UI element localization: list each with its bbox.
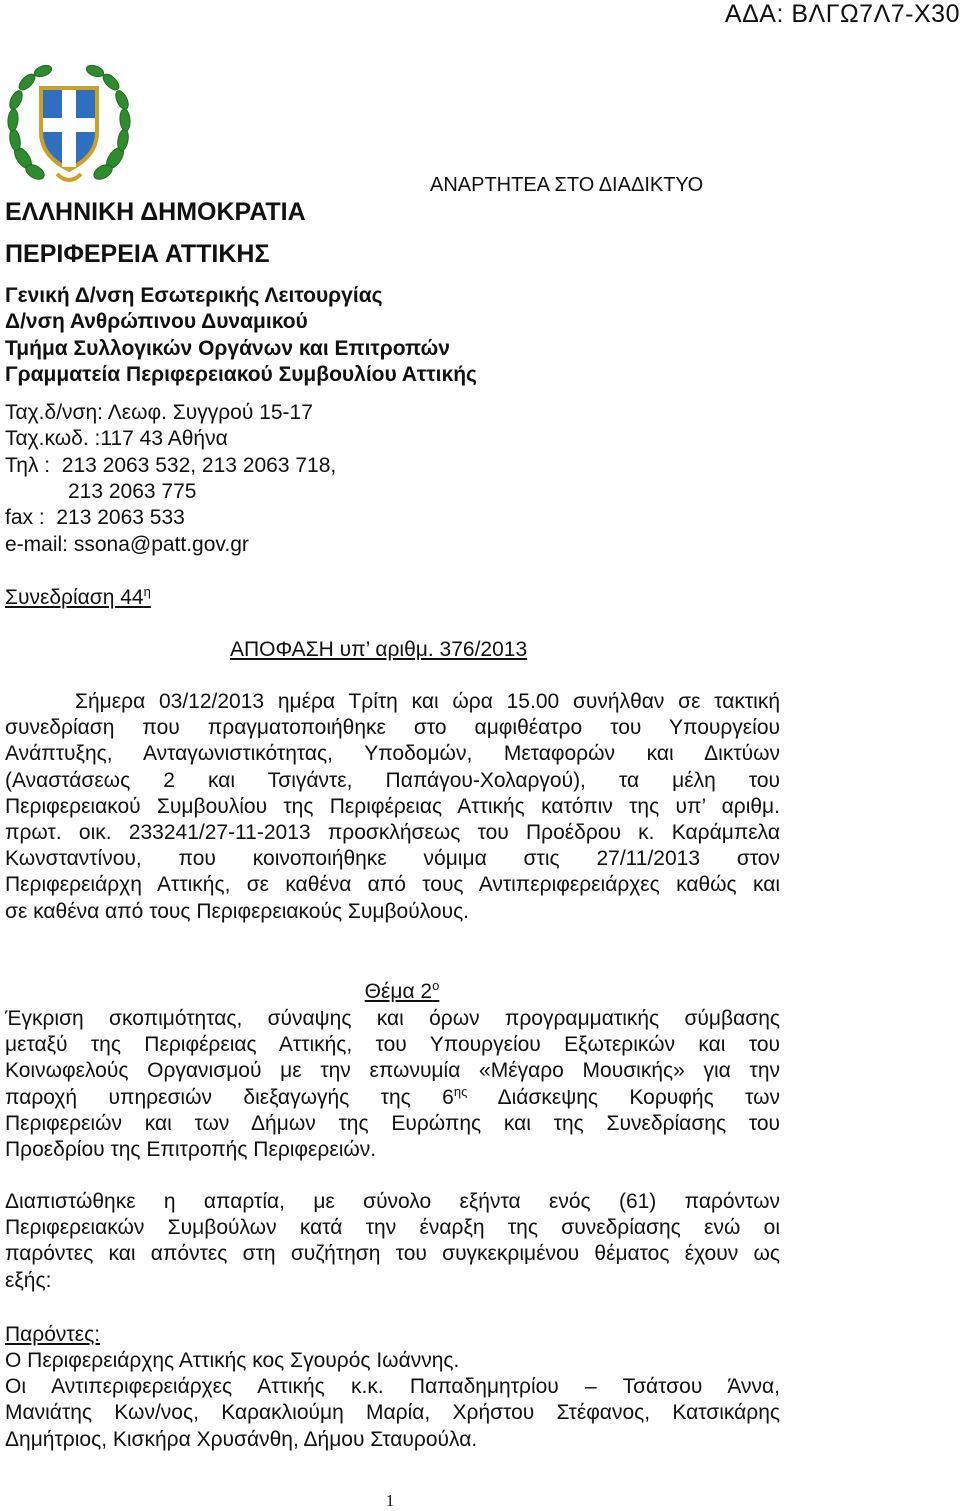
- ada-code: ΑΔΑ: ΒΛΓΩ7Λ7-Χ30: [724, 0, 960, 28]
- intro-line: Ανάπτυξης, Ανταγωνιστικότητας, Υποδομών, Μεταφορών και Δικτύων: [5, 742, 780, 766]
- present-label: Παρόντες:: [5, 1323, 101, 1346]
- topic-line: Περιφερειών και των Δήμων της Ευρώπης και της Συνεδρίασης του: [5, 1111, 780, 1135]
- session-label: Συνεδρίαση 44: [5, 586, 144, 609]
- topic-paragraph: [5, 1007, 780, 1164]
- greek-coat-of-arms-icon: [5, 62, 133, 190]
- intro-line: Περιφερειακού Συμβουλίου της Περιφέρειας Αττικής κατόπιν της υπ’ αριθμ.: [5, 794, 780, 818]
- topic-line: Προεδρίου της Επιτροπής Περιφερειών.: [5, 1137, 377, 1161]
- present-line: Μανιάτης Κων/νος, Καρακλιούμη Μαρία, Χρήστου Στέφανος, Κατσικάρης: [5, 1401, 780, 1425]
- issuer-unit: Γραμματεία Περιφερειακού Συμβουλίου Αττικής: [5, 363, 477, 386]
- present-paragraph: [5, 1349, 780, 1454]
- topic-heading: [12, 980, 792, 1004]
- quorum-line: παρόντες και απόντες στη συζήτηση του συγκεκριμένου θέματος έχουν ως: [5, 1242, 780, 1266]
- topic-line-sup: ης: [453, 1083, 468, 1099]
- topic-line-part: Διάσκεψης Κορυφής των: [467, 1085, 780, 1109]
- contact-phone-2: 213 2063 775: [68, 480, 197, 503]
- republic-heading: ΕΛΛΗΝΙΚΗ ΔΗΜΟΚΡΑΤΙΑ: [5, 198, 306, 226]
- quorum-line: Περιφερειακών Συμβούλων κατά την έναρξη της συνεδρίασης ενώ οι: [5, 1216, 780, 1240]
- region-heading: ΠΕΡΙΦΕΡΕΙΑ ΑΤΤΙΚΗΣ: [5, 240, 270, 268]
- contact-postcode: Ταχ.κωδ. :117 43 Αθήνα: [5, 427, 228, 450]
- quorum-line: εξής:: [5, 1268, 52, 1292]
- intro-line: Σήμερα 03/12/2013 ημέρα Τρίτη και ώρα 15.00 συνήλθαν σε τακτική: [75, 690, 780, 713]
- topic-line-part: παροχή υπηρεσιών διεξαγωγής της 6: [5, 1085, 454, 1109]
- quorum-paragraph: [5, 1190, 780, 1295]
- topic-line: [5, 1083, 780, 1112]
- topic-line: Κοινωφελούς Οργανισμού με την επωνυμία «Μέγαρο Μουσικής» για την: [5, 1059, 780, 1083]
- intro-line: Περιφερειάρχη Αττικής, σε καθένα από τους Αντιπεριφερειάρχες καθώς και: [5, 873, 780, 897]
- issuer-unit: Γενική Δ/νση Εσωτερικής Λειτουργίας: [5, 284, 383, 307]
- intro-line: Κωνσταντίνου, που κοινοποιήθηκε νόμιμα στις 27/11/2013 στον: [5, 847, 780, 871]
- present-line: Ο Περιφερειάρχης Αττικής κος Σγουρός Ιωάννης.: [5, 1349, 460, 1372]
- posting-note: ΑΝΑΡΤΗΤΕΑ ΣΤΟ ΔΙΑΔΙΚΤΥΟ: [430, 174, 704, 196]
- topic-heading-text: Θέμα 2: [364, 980, 433, 1003]
- page-number: 1: [385, 1491, 395, 1510]
- decision-title: ΑΠΟΦΑΣΗ υπ’ αριθμ. 376/2013: [230, 638, 528, 661]
- quorum-line: Διαπιστώθηκε η απαρτία, με σύνολο εξήντα ενός (61) παρόντων: [5, 1190, 780, 1213]
- session-suffix: η: [143, 584, 151, 599]
- intro-line: σε καθένα από τους Περιφερειακούς Συμβούλους.: [5, 899, 470, 923]
- contact-fax: fax : 213 2063 533: [5, 506, 185, 529]
- topic-heading-sup: ο: [432, 978, 440, 993]
- intro-paragraph: [5, 690, 780, 926]
- present-line: Οι Αντιπεριφερειάρχες Αττικής κ.κ. Παπαδημητρίου – Τσάτσου Άννα,: [5, 1375, 780, 1399]
- issuer-unit: Τμήμα Συλλογικών Οργάνων και Επιτροπών: [5, 337, 450, 360]
- intro-line: συνεδρίαση που πραγματοποιήθηκε στο αμφιθέατρο του Υπουργείου: [5, 716, 780, 740]
- topic-line: Έγκριση σκοπιμότητας, σύναψης και όρων προγραμματικής σύμβασης: [5, 1007, 780, 1030]
- issuer-unit: Δ/νση Ανθρώπινου Δυναμικού: [5, 310, 308, 333]
- intro-line: πρωτ. οικ. 233241/27-11-2013 προσκλήσεως του Προέδρου κ. Καράμπελα: [5, 820, 780, 844]
- contact-email: e-mail: ssona@patt.gov.gr: [5, 533, 249, 556]
- present-line: Δημήτριος, Κισκήρα Χρυσάνθη, Δήμου Σταυρούλα.: [5, 1427, 478, 1451]
- intro-line: (Αναστάσεως 2 και Τσιγάντε, Παπάγου-Χολαργού), τα μέλη του: [5, 768, 780, 792]
- session-number: [5, 586, 151, 610]
- contact-address: Ταχ.δ/νση: Λεωφ. Συγγρού 15-17: [5, 401, 313, 424]
- contact-phone: Τηλ : 213 2063 532, 213 2063 718,: [5, 454, 337, 477]
- topic-line: μεταξύ της Περιφέρειας Αττικής, του Υπουργείου Εξωτερικών και του: [5, 1033, 780, 1057]
